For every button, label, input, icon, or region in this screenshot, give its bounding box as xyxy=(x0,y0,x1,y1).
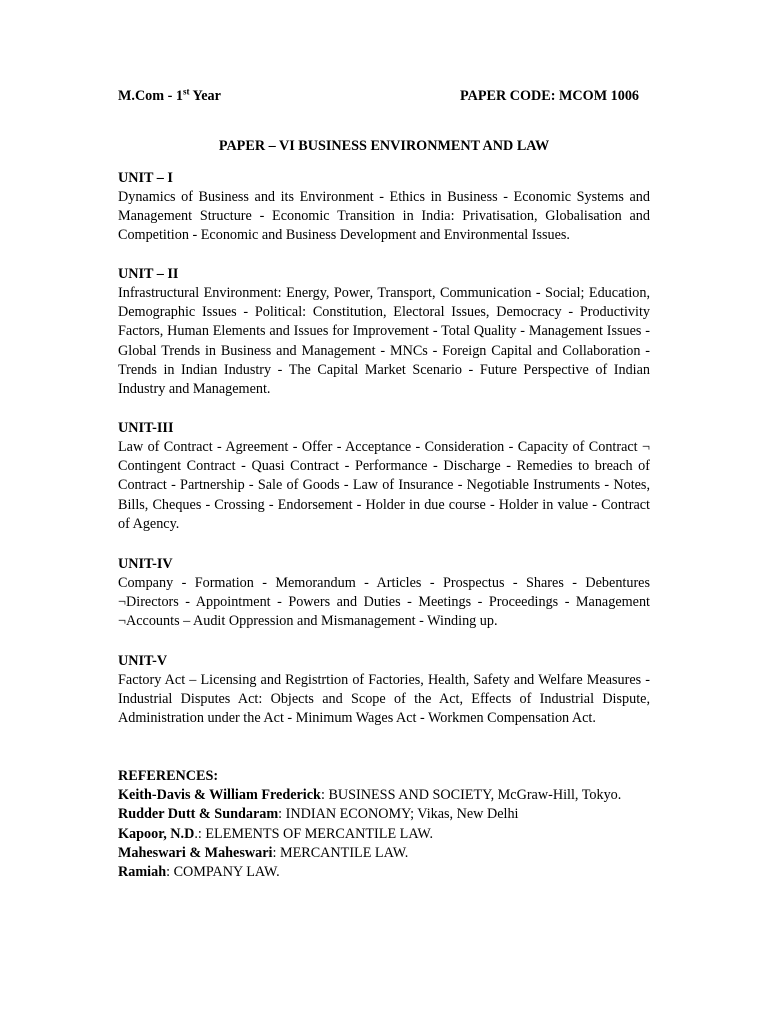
unit-heading: UNIT-V xyxy=(118,653,168,669)
reference-entry xyxy=(118,825,678,844)
unit-section-4 xyxy=(118,555,650,632)
references-section xyxy=(118,767,678,882)
reference-author: Kapoor, N.D xyxy=(118,825,195,842)
unit-body: Infrastructural Environment: Energy, Power, Transport, Communication - Social; Education, Demographic Issues - Political: Constitution, Electoral Issues, Democracy - Productivity Factors, Human Elements and Issues for Improvement - Total Quality - Management Issues - Global Trends in Business and Management - MNCs - Foreign Capital and Collaboration - Trends in Indian Industry - The Capital Market Scenario - Future Perspective of Indian Industry and Management. xyxy=(118,285,650,398)
unit-body: Company - Formation - Memorandum - Articles - Prospectus - Shares - Debentures ¬Directors - Appointment - Powers and Duties - Meetings - Proceedings - Management ¬Accounts – Audit Oppression and Mismanagement - Winding up. xyxy=(118,575,650,630)
unit-heading: UNIT – I xyxy=(118,170,173,186)
reference-detail: : BUSINESS AND SOCIETY, McGraw-Hill, Tokyo. xyxy=(320,787,622,804)
unit-heading: UNIT-III xyxy=(118,420,174,436)
reference-entry xyxy=(118,786,678,805)
course-label: M.Com - 1st Year xyxy=(118,86,221,104)
unit-body: Factory Act – Licensing and Registrtion of Factories, Health, Safety and Welfare Measures - Industrial Disputes Act: Objects and Scope of the Act, Effects of Industrial Dispute, Administration under the Act - Minimum Wages Act - Workmen Compensation Act. xyxy=(118,672,650,727)
unit-section-2 xyxy=(118,265,650,399)
references-heading: REFERENCES: xyxy=(118,768,219,784)
unit-heading: UNIT-IV xyxy=(118,556,173,572)
unit-body: Dynamics of Business and its Environment - Ethics in Business - Economic Systems and Management Structure - Economic Transition in India: Privatisation, Globalisation and Competition - Economic and Business Development and Environmental Issues. xyxy=(118,189,650,244)
unit-heading: UNIT – II xyxy=(118,266,179,282)
reference-detail: : COMPANY LAW. xyxy=(166,864,280,881)
unit-section-3 xyxy=(118,419,650,534)
reference-detail: : MERCANTILE LAW. xyxy=(272,844,409,861)
paper-code: PAPER CODE: MCOM 1006 xyxy=(460,88,640,104)
reference-author: Keith-Davis & William Frederick xyxy=(118,787,321,804)
reference-entry xyxy=(118,863,678,882)
reference-author: Maheswari & Maheswari xyxy=(118,844,273,861)
paper-title: PAPER – VI BUSINESS ENVIRONMENT AND LAW xyxy=(218,138,550,154)
reference-author: Ramiah xyxy=(118,864,167,881)
reference-entry xyxy=(118,805,678,824)
reference-author: Rudder Dutt & Sundaram xyxy=(118,806,279,823)
unit-section-5 xyxy=(118,652,650,729)
unit-body: Law of Contract - Agreement - Offer - Acceptance - Consideration - Capacity of Contract ¬ Contingent Contract - Quasi Contract - Performance - Discharge - Remedies to breach of Contract - Partnership - Sale of Goods - Law of Insurance - Negotiable Instruments - Notes, Bills, Cheques - Crossing - Endorsement - Holder in due course - Holder in value - Contract of Agency. xyxy=(118,439,650,532)
unit-section-1 xyxy=(118,169,650,246)
reference-detail: : INDIAN ECONOMY; Vikas, New Delhi xyxy=(278,806,519,823)
reference-detail: .: ELEMENTS OF MERCANTILE LAW. xyxy=(194,825,434,842)
reference-entry xyxy=(118,844,678,863)
